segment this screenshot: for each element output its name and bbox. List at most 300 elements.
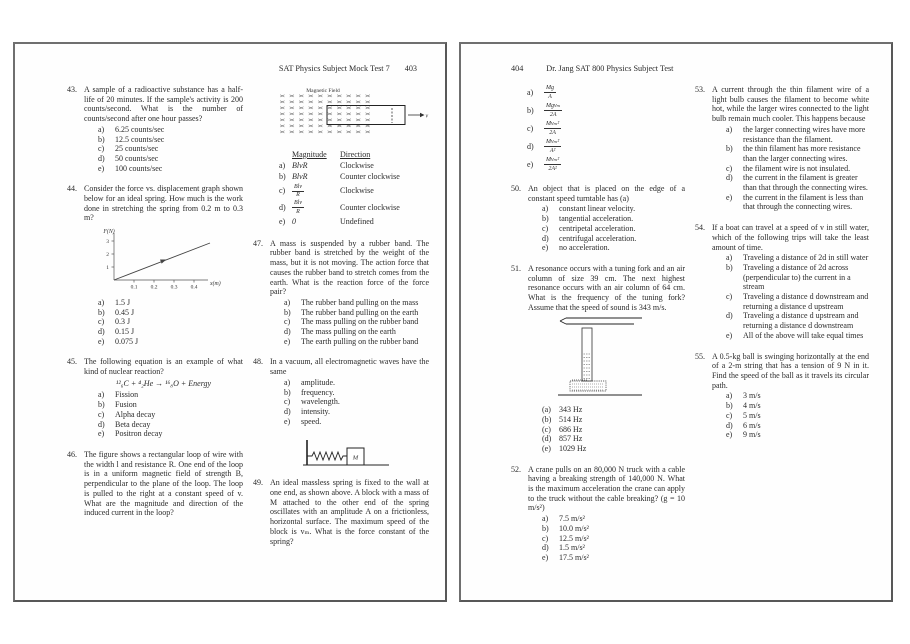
question-text: In a vacuum, all electromagnetic waves have the same — [270, 357, 429, 377]
option-row — [284, 397, 429, 407]
option-text: 10.0 m/s² — [559, 523, 589, 533]
question-text: The figure shows a rectangular loop of wire with the width l and resistance R. One end of the loop is in a uniform magnetic field of strength B, perpendicular to the plane of the loop. The loop is pulled to the right at a constant speed of v. What are the magnitude and direction of the induced current in the loop? — [84, 449, 243, 518]
question-text: Consider the force vs. displacement graph shown below for an ideal spring. How much is the work done in stretching the spring from 0.2 m to 0.3 m? — [84, 184, 243, 223]
options-list — [270, 378, 429, 427]
option-label: c) — [98, 409, 105, 419]
option-text: Alpha decay — [115, 409, 156, 419]
option-label: e) — [279, 217, 286, 227]
options-list — [712, 391, 869, 440]
question-number: 53. — [695, 85, 705, 94]
option-text: 25 counts/sec — [115, 144, 159, 154]
table-row — [279, 217, 429, 227]
option-label: d) — [542, 233, 549, 243]
option-row — [542, 444, 685, 454]
option-label: c) — [527, 124, 534, 133]
question-45 — [67, 357, 243, 439]
right-page-header — [511, 64, 869, 74]
fraction — [292, 184, 304, 199]
question-number: 49. — [253, 478, 263, 488]
x-axis-label: x(m) — [210, 281, 221, 288]
question-body — [528, 465, 685, 563]
option-label: b) — [98, 400, 105, 410]
option-row — [284, 337, 429, 347]
magnitude-direction-table — [279, 150, 429, 227]
option-text: 3 m/s — [743, 391, 761, 401]
field-x-row: × × × × × × × × × × — [279, 111, 372, 118]
option-text: 0.075 J — [115, 336, 139, 346]
block-label: M — [352, 454, 359, 462]
option-row — [542, 534, 685, 544]
option-row — [542, 425, 685, 435]
question-50 — [511, 184, 685, 253]
option-text: The mass pulling on the rubber band — [301, 317, 419, 327]
option-text: 9 m/s — [743, 430, 761, 440]
option-label: b) — [279, 172, 286, 182]
option-row — [726, 253, 869, 263]
option-row — [284, 327, 429, 337]
question-51 — [511, 264, 685, 454]
left-page-content — [15, 44, 445, 600]
page-header-title: Dr. Jang SAT 800 Physics Subject Test — [546, 64, 674, 73]
question-body — [84, 184, 243, 346]
x-tick-label: 0.3 — [170, 284, 178, 291]
option-row — [98, 144, 243, 154]
option-label: d) — [284, 327, 291, 337]
option-label: c) — [542, 223, 549, 233]
right-page — [459, 42, 893, 602]
spring-block-figure — [301, 437, 429, 474]
option-label: a) — [527, 88, 534, 97]
velocity-label: v — [425, 113, 429, 120]
option-text: 1.5 m/s² — [559, 543, 585, 553]
x-tick-label: 0.1 — [130, 284, 138, 291]
magnitude-value — [292, 200, 340, 215]
question-text: An object that is placed on the edge of a constant speed turntable has (a) — [528, 184, 685, 203]
question-number: 52. — [511, 464, 521, 474]
spring-coil — [307, 452, 347, 460]
option-text: The rubber band pulling on the earth — [301, 307, 419, 317]
option-row — [98, 420, 243, 430]
question-text: The following equation is an example of what kind of nuclear reaction? — [84, 357, 243, 377]
option-text: the filament wire is not insulated. — [743, 163, 851, 173]
option-text: 6 m/s — [743, 420, 761, 430]
option-text: 686 Hz — [559, 424, 583, 434]
option-text: 0.3 J — [115, 317, 131, 327]
fraction — [544, 85, 556, 100]
option-label: d) — [527, 142, 534, 151]
option-text: The earth pulling on the rubber band — [301, 336, 419, 346]
question-number: 54. — [695, 223, 705, 233]
option-text: intensity. — [301, 406, 331, 416]
option-label: a) — [726, 253, 733, 263]
question-text: An ideal massless spring is fixed to the wall at one end, as shown above. A block with a mass of M attached to the other end of the spring oscillates with an amplitude A on a frictionless, horizontal surface. The maximum speed of the block is vₘ. What is the force constant of the spring? — [270, 478, 429, 546]
question-number: 48. — [253, 357, 263, 367]
table-row — [279, 161, 429, 171]
option-row — [98, 308, 243, 318]
option-label: a) — [284, 377, 291, 387]
option-text: 7.5 m/s² — [559, 514, 585, 524]
question-54 — [695, 223, 869, 340]
option-text: 1.5 J — [115, 297, 131, 307]
options-list — [528, 204, 685, 253]
magnitude-value — [292, 184, 340, 199]
option-text: Beta decay — [115, 419, 151, 429]
page-number: 403 — [404, 64, 417, 73]
option-row — [726, 144, 869, 163]
fraction — [544, 103, 562, 118]
option-label: b) — [284, 387, 291, 397]
option-label: d) — [98, 419, 105, 429]
option-row — [284, 298, 429, 308]
question-number: 46. — [67, 449, 77, 459]
option-text: 0.15 J — [115, 326, 135, 336]
option-row — [98, 400, 243, 410]
question-number: 43. — [67, 85, 77, 94]
option-label: (a) — [542, 405, 551, 415]
denominator: R — [296, 192, 300, 199]
option-text: the thin filament has more resistance than the larger connecting wires. — [743, 144, 861, 163]
option-row — [98, 337, 243, 347]
question-number: 50. — [511, 184, 521, 193]
option-row — [726, 430, 869, 440]
option-row — [726, 411, 869, 421]
option-row — [726, 331, 869, 341]
direction-value: Clockwise — [340, 186, 374, 196]
question-body — [270, 478, 429, 546]
option-text: 12.5 m/s² — [559, 533, 589, 543]
option-row — [98, 410, 243, 420]
question-number: 44. — [67, 184, 77, 194]
numerator: Mvₘ² — [546, 139, 560, 145]
option-row — [542, 405, 685, 415]
option-text: 1029 Hz — [559, 443, 587, 453]
options-list — [84, 390, 243, 439]
y-tick-label: 2 — [106, 252, 109, 259]
option-label: c) — [279, 186, 286, 196]
option-label: b) — [98, 134, 105, 144]
numerator: Mvₘ² — [546, 157, 560, 163]
right-col-1 — [511, 85, 685, 574]
option-label: e) — [98, 336, 105, 346]
direction-header: Direction — [340, 150, 371, 159]
magfield-caption: Magnetic Field — [306, 88, 340, 94]
numerator: Mgvₘ — [546, 103, 561, 109]
options-list — [712, 125, 869, 212]
table-row — [279, 200, 429, 215]
question-text: A crane pulls on an 80,000 N truck with a cable having a breaking strength of 140,000 N. What is the maximum acceleration the crane can apply to the truck without the cable breaking? (g = 10 m/s²) — [528, 464, 685, 513]
option-text: no acceleration. — [559, 243, 610, 253]
option-label: b) — [726, 401, 733, 411]
option-row — [542, 204, 685, 214]
water-in-vessel — [572, 384, 604, 390]
option-row — [527, 121, 685, 136]
question-body — [84, 85, 243, 173]
option-label: c) — [726, 292, 733, 302]
option-label: e) — [542, 552, 549, 562]
option-text: constant linear velocity. — [559, 204, 636, 214]
direction-value: Counter clockwise — [340, 172, 400, 182]
numerator: Mvₘ² — [546, 121, 560, 127]
option-text: Traveling a distance d downstream and returning a distance d upstream — [743, 292, 869, 311]
option-text: Traveling a distance d upstream and returning a distance d downstream — [743, 311, 859, 331]
fraction — [544, 157, 561, 172]
magnetic-field-figure — [271, 85, 429, 146]
tuning-fork-figure — [536, 314, 685, 403]
question-body — [270, 239, 429, 347]
option-row — [284, 417, 429, 427]
left-page-header — [67, 64, 429, 74]
question-number: 51. — [511, 263, 521, 273]
page-number: 404 — [511, 64, 524, 73]
question-body — [528, 184, 685, 253]
field-x-row: × × × × × × × × × × — [279, 129, 372, 136]
option-label: c) — [726, 410, 733, 420]
denominator: 2A² — [548, 165, 557, 172]
x-tick-label: 0.4 — [190, 284, 198, 291]
options-list — [84, 125, 243, 174]
option-label: e) — [284, 416, 291, 426]
fraction — [292, 200, 304, 215]
option-label: c) — [98, 317, 105, 327]
option-row — [527, 139, 685, 154]
question-body — [270, 357, 429, 426]
option-text: tangential acceleration. — [559, 214, 634, 224]
option-text: Fission — [115, 390, 139, 400]
magnitude-value: BlvR — [292, 172, 308, 182]
option-row — [98, 154, 243, 164]
option-row — [284, 308, 429, 318]
field-x-row: × × × × × × × × × × — [279, 93, 372, 100]
option-row — [542, 524, 685, 534]
options-list — [84, 298, 243, 347]
option-text: centripetal acceleration. — [559, 223, 636, 233]
option-text: The mass pulling on the earth — [301, 327, 396, 337]
water-in-tube — [584, 354, 591, 379]
options-list — [528, 405, 685, 454]
option-row — [726, 193, 869, 212]
table-header-row — [279, 150, 429, 160]
nuclear-equation: ¹²₆C + ⁴₂He → ¹⁶₈O + Energy — [115, 378, 212, 388]
field-x-grid — [279, 93, 372, 136]
option-row — [726, 164, 869, 174]
option-text: centrifugal acceleration. — [559, 233, 637, 243]
option-label: a) — [726, 391, 733, 401]
option-label: a) — [98, 390, 105, 400]
magnitude-value: BlvR — [292, 161, 308, 171]
fraction — [544, 121, 561, 136]
field-x-row: × × × × × × × × × × — [279, 123, 372, 130]
option-label: b) — [542, 523, 549, 533]
option-label: d) — [726, 173, 733, 183]
numerator: Blv — [294, 183, 302, 190]
magnitude-header: Magnitude — [292, 150, 327, 159]
question-number: 45. — [67, 357, 77, 367]
question-body — [84, 450, 243, 518]
denominator: R — [296, 208, 300, 215]
option-label: d) — [284, 406, 291, 416]
option-label: e) — [98, 429, 105, 439]
option-label: d) — [542, 543, 549, 553]
option-row — [98, 298, 243, 308]
option-label: a) — [279, 161, 286, 171]
option-label: (d) — [542, 434, 552, 444]
option-label: (e) — [542, 443, 551, 453]
option-label: e) — [542, 243, 549, 253]
option-row — [98, 327, 243, 337]
left-col-1 — [67, 85, 243, 529]
options-list — [528, 514, 685, 563]
option-text: 857 Hz — [559, 434, 583, 444]
option-row — [98, 164, 243, 174]
option-row — [98, 317, 243, 327]
option-label: d) — [98, 153, 105, 163]
option-text: amplitude. — [301, 377, 335, 387]
option-label: b) — [726, 262, 733, 272]
option-row — [284, 378, 429, 388]
option-row — [527, 103, 685, 118]
question-text: A mass is suspended by a rubber band. The rubber band is stretched by the weight of the mass, but it is not moving. The action force that causes the rubber band to stretch comes from the earth. What is the reaction force of the force pair? — [270, 238, 429, 297]
option-label: c) — [726, 163, 733, 173]
question-52 — [511, 465, 685, 563]
option-row — [726, 391, 869, 401]
right-page-content — [461, 44, 891, 600]
option-row — [284, 317, 429, 327]
table-row — [279, 184, 429, 199]
option-row — [284, 407, 429, 417]
field-x-row: × × × × × × × × × × — [279, 117, 372, 124]
option-text: speed. — [301, 416, 322, 426]
direction-value: Clockwise — [340, 161, 374, 171]
option-row — [542, 514, 685, 524]
option-text: Traveling a distance of 2d across (perpendicular to) the current in a stream — [743, 262, 851, 292]
option-label: e) — [726, 192, 733, 202]
direction-value: Counter clockwise — [340, 203, 400, 213]
option-text: Positron decay — [115, 429, 163, 439]
option-row — [542, 543, 685, 553]
option-text: frequency. — [301, 387, 335, 397]
denominator: 2A — [549, 111, 557, 118]
numerator: Mg — [546, 85, 554, 91]
velocity-arrowhead-icon — [420, 113, 425, 117]
option-label: a) — [98, 124, 105, 134]
question-number: 55. — [695, 351, 705, 361]
option-row — [542, 224, 685, 234]
option-row — [542, 415, 685, 425]
question-47 — [253, 239, 429, 347]
option-text: the larger connecting wires have more resistance than the filament. — [743, 124, 866, 144]
option-label: a) — [284, 297, 291, 307]
options-list — [270, 298, 429, 347]
question-text: A resonance occurs with a tuning fork and an air column of size 39 cm. The next highest resonance occurs with an air column of 64 cm. What is the frequency of the tuning fork? Assume that the speed of sound is 343 m/s. — [528, 263, 685, 312]
option-row — [98, 125, 243, 135]
option-label: e) — [284, 336, 291, 346]
option-text: Traveling a distance of 2d in still water — [743, 253, 869, 263]
option-row — [284, 388, 429, 398]
option-text: The rubber band pulling on the mass — [301, 297, 419, 307]
question-text: A current through the thin filament wire of a light bulb causes the filament to become white hot, while the larger wires connected to the light bulb remain much cooler. This happens because — [712, 85, 869, 124]
question-body — [84, 357, 243, 439]
denominator: A² — [549, 147, 556, 154]
option-text: 514 Hz — [559, 414, 583, 424]
option-label: c) — [542, 533, 549, 543]
left-page-columns — [67, 85, 429, 557]
question-body — [712, 85, 869, 212]
field-x-row: × × × × × × × × × × — [279, 99, 372, 106]
option-row — [98, 429, 243, 439]
option-row — [726, 421, 869, 431]
direction-value: Undefined — [340, 217, 374, 227]
option-row — [527, 85, 685, 100]
math-options-list — [527, 85, 685, 172]
y-tick-label: 3 — [106, 239, 109, 246]
option-label: c) — [98, 144, 105, 154]
option-row — [726, 263, 869, 292]
option-label: b) — [726, 144, 733, 154]
option-label: d) — [98, 326, 105, 336]
option-row — [542, 243, 685, 253]
option-row — [726, 401, 869, 411]
option-text: Fusion — [115, 400, 137, 410]
page-header-title: SAT Physics Subject Mock Test 7 — [278, 64, 390, 73]
option-row — [542, 553, 685, 563]
option-label: c) — [284, 397, 291, 407]
option-text: 50 counts/sec — [115, 153, 159, 163]
left-col-2 — [253, 85, 429, 557]
option-text: 12.5 counts/sec — [115, 134, 165, 144]
option-label: a) — [726, 124, 733, 134]
question-48 — [253, 357, 429, 426]
option-label: b) — [284, 307, 291, 317]
option-label: b) — [542, 214, 549, 224]
option-text: 5 m/s — [743, 410, 761, 420]
option-row — [726, 311, 869, 330]
line-arrowhead-icon — [160, 258, 167, 264]
option-row — [726, 292, 869, 311]
option-label: e) — [726, 430, 733, 440]
water-vessel — [570, 381, 606, 391]
x-tick-label: 0.2 — [150, 284, 158, 291]
option-label: e) — [726, 330, 733, 340]
question-43 — [67, 85, 243, 173]
question-number: 47. — [253, 238, 263, 248]
question-text: If a boat can travel at a speed of v in still water, which of the following trips will take the least amount of time. — [712, 223, 869, 252]
option-row — [726, 173, 869, 192]
option-text: All of the above will take equal times — [743, 330, 864, 340]
option-row — [527, 157, 685, 172]
question-body — [712, 223, 869, 340]
question-body — [528, 264, 685, 454]
option-text: wavelength. — [301, 397, 340, 407]
fraction — [544, 139, 561, 154]
field-x-row: × × × × × × × × × × — [279, 105, 372, 112]
options-list — [712, 253, 869, 340]
option-text: 6.25 counts/sec — [115, 124, 165, 134]
y-tick-label: 1 — [106, 265, 109, 272]
option-label: (c) — [542, 424, 551, 434]
option-label: e) — [98, 163, 105, 173]
option-row — [98, 135, 243, 145]
question-53 — [695, 85, 869, 212]
option-label: d) — [726, 311, 733, 321]
option-text: 343 Hz — [559, 405, 583, 415]
option-label: a) — [542, 204, 549, 214]
option-label: d) — [279, 203, 286, 213]
denominator: 2A — [549, 129, 556, 136]
option-text: 17.5 m/s² — [559, 552, 589, 562]
option-text: 4 m/s — [743, 401, 761, 411]
option-text: 100 counts/sec — [115, 163, 163, 173]
question-44 — [67, 184, 243, 346]
